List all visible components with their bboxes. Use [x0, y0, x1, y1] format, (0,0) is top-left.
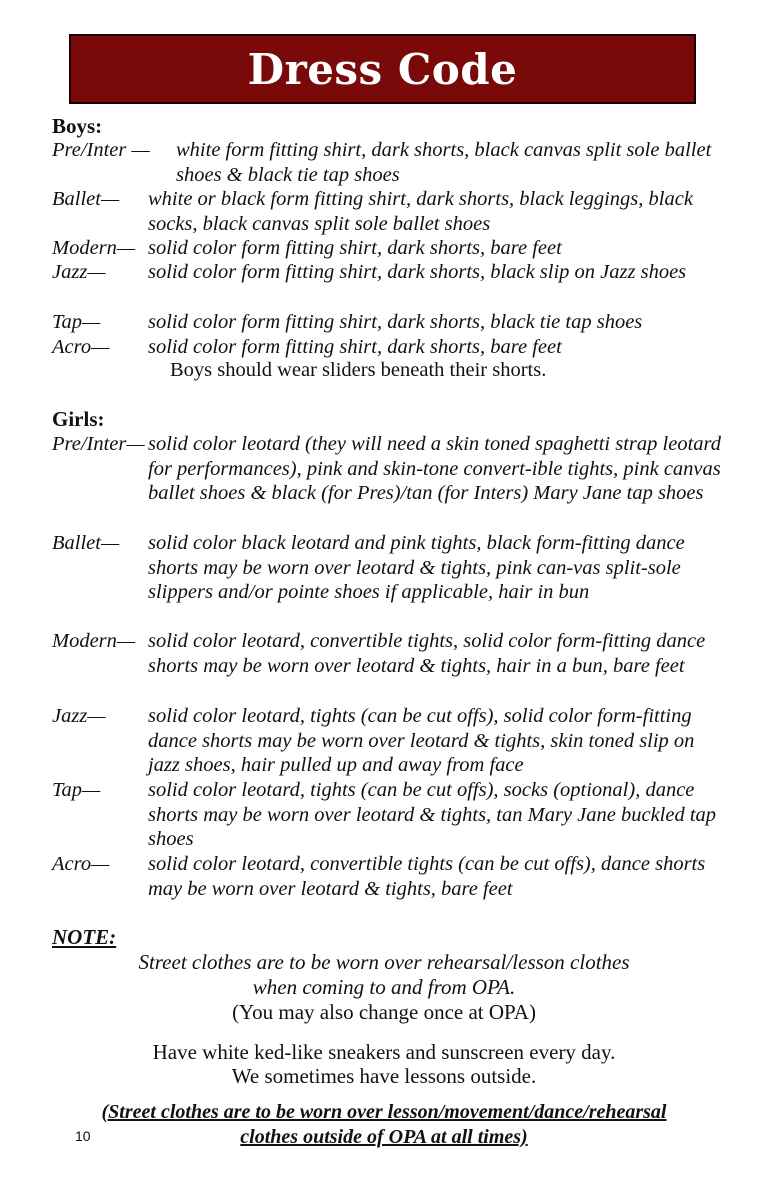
note-line: We sometimes have lessons outside. — [231, 1064, 537, 1088]
girls-heading: Girls: — [52, 407, 105, 431]
item-text: solid color leotard (they will need a skin toned spaghetti strap leotard for performances), pink and skin-tone convert-ible tights, pink canvas ballet shoes & black (for Pres)/tan (for Inters) Mary Jane tap shoes — [148, 433, 721, 504]
note-line: Have white ked-like sneakers and sunscreen every day. — [152, 1040, 616, 1064]
note-line: (You may also change once at OPA) — [232, 1000, 536, 1024]
item-label: Modern— — [52, 630, 136, 652]
bottom-note-line: (Street clothes are to be worn over lesson/movement/dance/rehearsal — [101, 1101, 667, 1123]
item-label: Jazz— — [52, 705, 106, 727]
title-banner — [69, 34, 696, 104]
item-label: Tap— — [52, 311, 101, 333]
item-text: solid color leotard, convertible tights (can be cut offs), dance shorts may be worn over leotard & tights, bare feet — [148, 853, 706, 900]
page-title: Dress Code — [247, 44, 518, 94]
item-text: solid color black leotard and pink tights, black form-fitting dance shorts may be worn over leotard & tights, pink can-vas split-sole slippers and/or pointe shoes if applicable, hair in bun — [148, 532, 685, 603]
note-line: Street clothes are to be worn over rehearsal/lesson clothes — [138, 950, 630, 974]
item-text: solid color leotard, tights (can be cut offs), socks (optional), dance shorts may be worn over leotard & tights, tan Mary Jane buckled tap shoes — [148, 779, 717, 850]
item-label: Pre/Inter— — [52, 433, 145, 455]
item-label: Tap— — [52, 779, 101, 801]
item-label: Pre/Inter — — [52, 139, 150, 161]
item-text: white form fitting shirt, dark shorts, black canvas split sole ballet shoes & black tie tap shoes — [176, 139, 712, 186]
item-text: solid color form fitting shirt, dark shorts, black slip on Jazz shoes — [148, 261, 687, 283]
item-label: Acro— — [52, 336, 110, 358]
item-text: solid color form fitting shirt, dark shorts, bare feet — [148, 237, 562, 259]
page-number: 10 — [75, 1128, 91, 1144]
item-label: Modern— — [52, 237, 136, 259]
item-label: Ballet— — [52, 188, 120, 210]
item-text: solid color form fitting shirt, dark shorts, bare feet — [148, 336, 562, 358]
item-text: solid color leotard, convertible tights, solid color form-fitting dance shorts may be worn over leotard & tights, hair in a bun, bare feet — [148, 630, 706, 677]
item-label: Jazz— — [52, 261, 106, 283]
boys-heading: Boys: — [52, 114, 103, 138]
note-line: when coming to and from OPA. — [252, 975, 516, 999]
note-heading: NOTE: — [52, 925, 117, 949]
item-text: white or black form fitting shirt, dark shorts, black leggings, black socks, black canvas split sole ballet shoes — [148, 188, 693, 235]
boys-footnote: Boys should wear sliders beneath their shorts. — [170, 359, 547, 381]
bottom-note — [52, 1100, 716, 1150]
item-text: solid color leotard, tights (can be cut offs), solid color form-fitting dance shorts may be worn over leotard & tights, skin toned slip on jazz shoes, hair pulled up and away from face — [148, 705, 695, 776]
bottom-note-line: clothes outside of OPA at all times) — [240, 1126, 528, 1148]
item-label: Ballet— — [52, 532, 120, 554]
item-text: solid color form fitting shirt, dark shorts, black tie tap shoes — [148, 311, 643, 333]
item-label: Acro— — [52, 853, 110, 875]
